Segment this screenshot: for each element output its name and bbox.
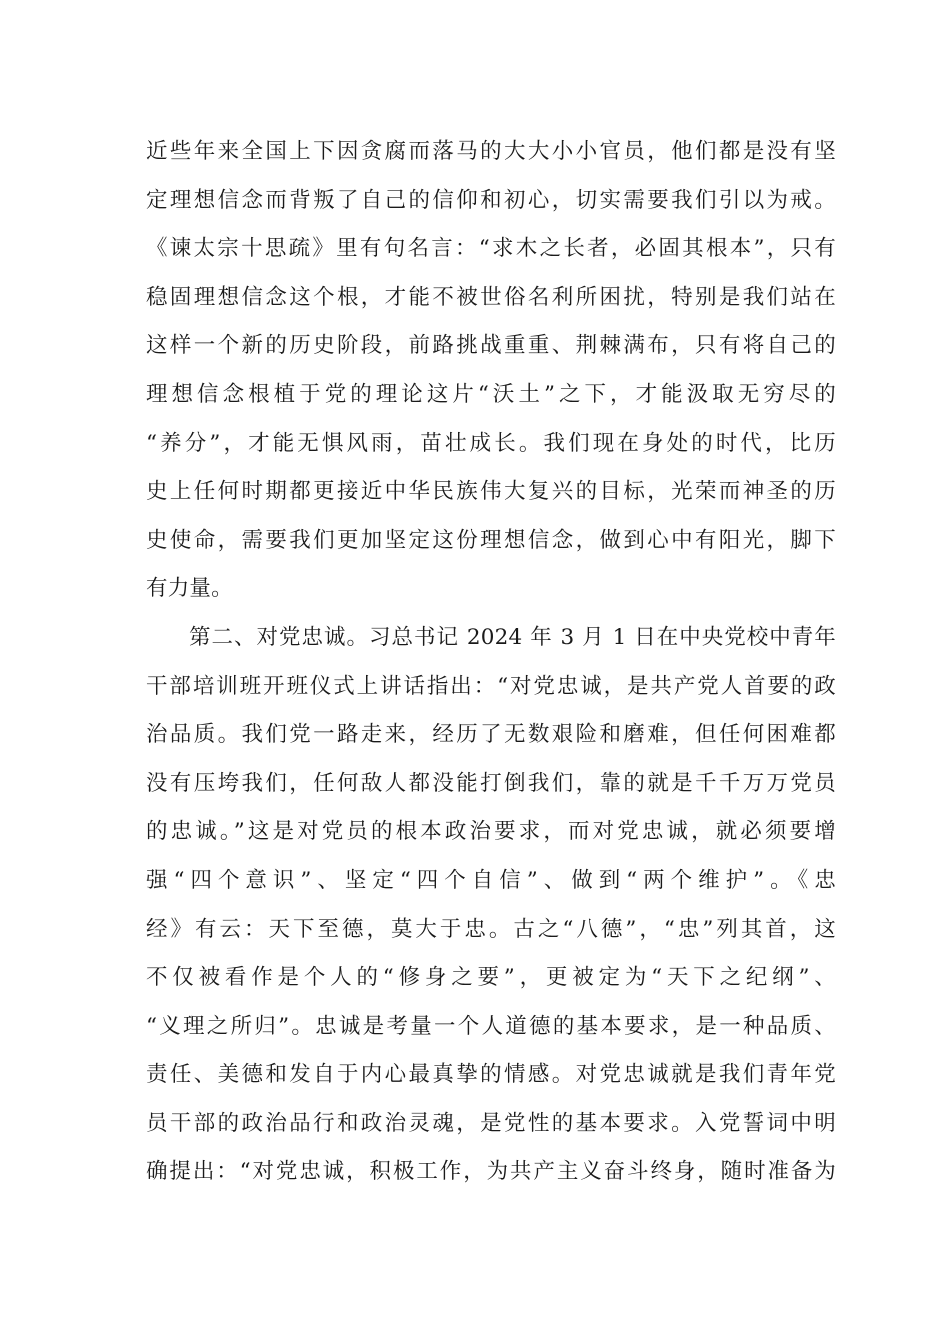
text-line: 《谏太宗十思疏》里有句名言：“求木之长者，必固其根本”，只有 [146, 236, 836, 262]
text-line: 稳固理想信念这个根，才能不被世俗名利所困扰，特别是我们站在 [146, 284, 836, 310]
text-line: 强“四个意识”、坚定“四个自信”、做到“两个维护”。《忠 [146, 867, 836, 893]
text-line: 史使命，需要我们更加坚定这份理想信念，做到心中有阳光，脚下 [146, 527, 836, 553]
text-line: 有力量。 [146, 576, 233, 602]
text-line: 理想信念根植于党的理论这片“沃土”之下，才能汲取无穷尽的 [146, 381, 836, 407]
text-line: 史上任何时期都更接近中华民族伟大复兴的目标，光荣而神圣的历 [146, 479, 836, 505]
body-text [146, 128, 836, 1197]
text-line: 经》有云：天下至德，莫大于忠。古之“八德”，“忠”列其首，这 [146, 916, 836, 942]
text-line: 员干部的政治品行和政治灵魂，是党性的基本要求。入党誓词中明 [146, 1110, 836, 1136]
text-line: 确提出：“对党忠诚，积极工作，为共产主义奋斗终身，随时准备为 [146, 1159, 836, 1185]
text-line: 责任、美德和发自于内心最真挚的情感。对党忠诚就是我们青年党 [146, 1062, 836, 1088]
text-line: “义理之所归”。忠诚是考量一个人道德的基本要求，是一种品质、 [146, 1013, 836, 1039]
paragraph-start-line: 第二、对党忠诚。习总书记 2024 年 3 月 1 日在中央党校中青年 [189, 624, 836, 650]
text-line: 近些年来全国上下因贪腐而落马的大大小小官员，他们都是没有坚 [146, 139, 836, 164]
text-line: 不仅被看作是个人的“修身之要”，更被定为“天下之纪纲”、 [146, 965, 836, 991]
text-line: “养分”，才能无惧风雨，苗壮成长。我们现在身处的时代，比历 [146, 430, 836, 456]
text-line: 的忠诚。”这是对党员的根本政治要求，而对党忠诚，就必须要增 [146, 819, 836, 845]
text-line: 干部培训班开班仪式上讲话指出：“对党忠诚，是共产党人首要的政 [146, 673, 836, 699]
text-line: 治品质。我们党一路走来，经历了无数艰险和磨难，但任何困难都 [146, 722, 836, 748]
text-line: 这样一个新的历史阶段，前路挑战重重、荆棘满布，只有将自己的 [146, 333, 836, 359]
text-line: 定理想信念而背叛了自己的信仰和初心，切实需要我们引以为戒。 [146, 187, 836, 213]
text-line: 没有压垮我们，任何敌人都没能打倒我们，靠的就是千千万万党员 [146, 770, 836, 796]
